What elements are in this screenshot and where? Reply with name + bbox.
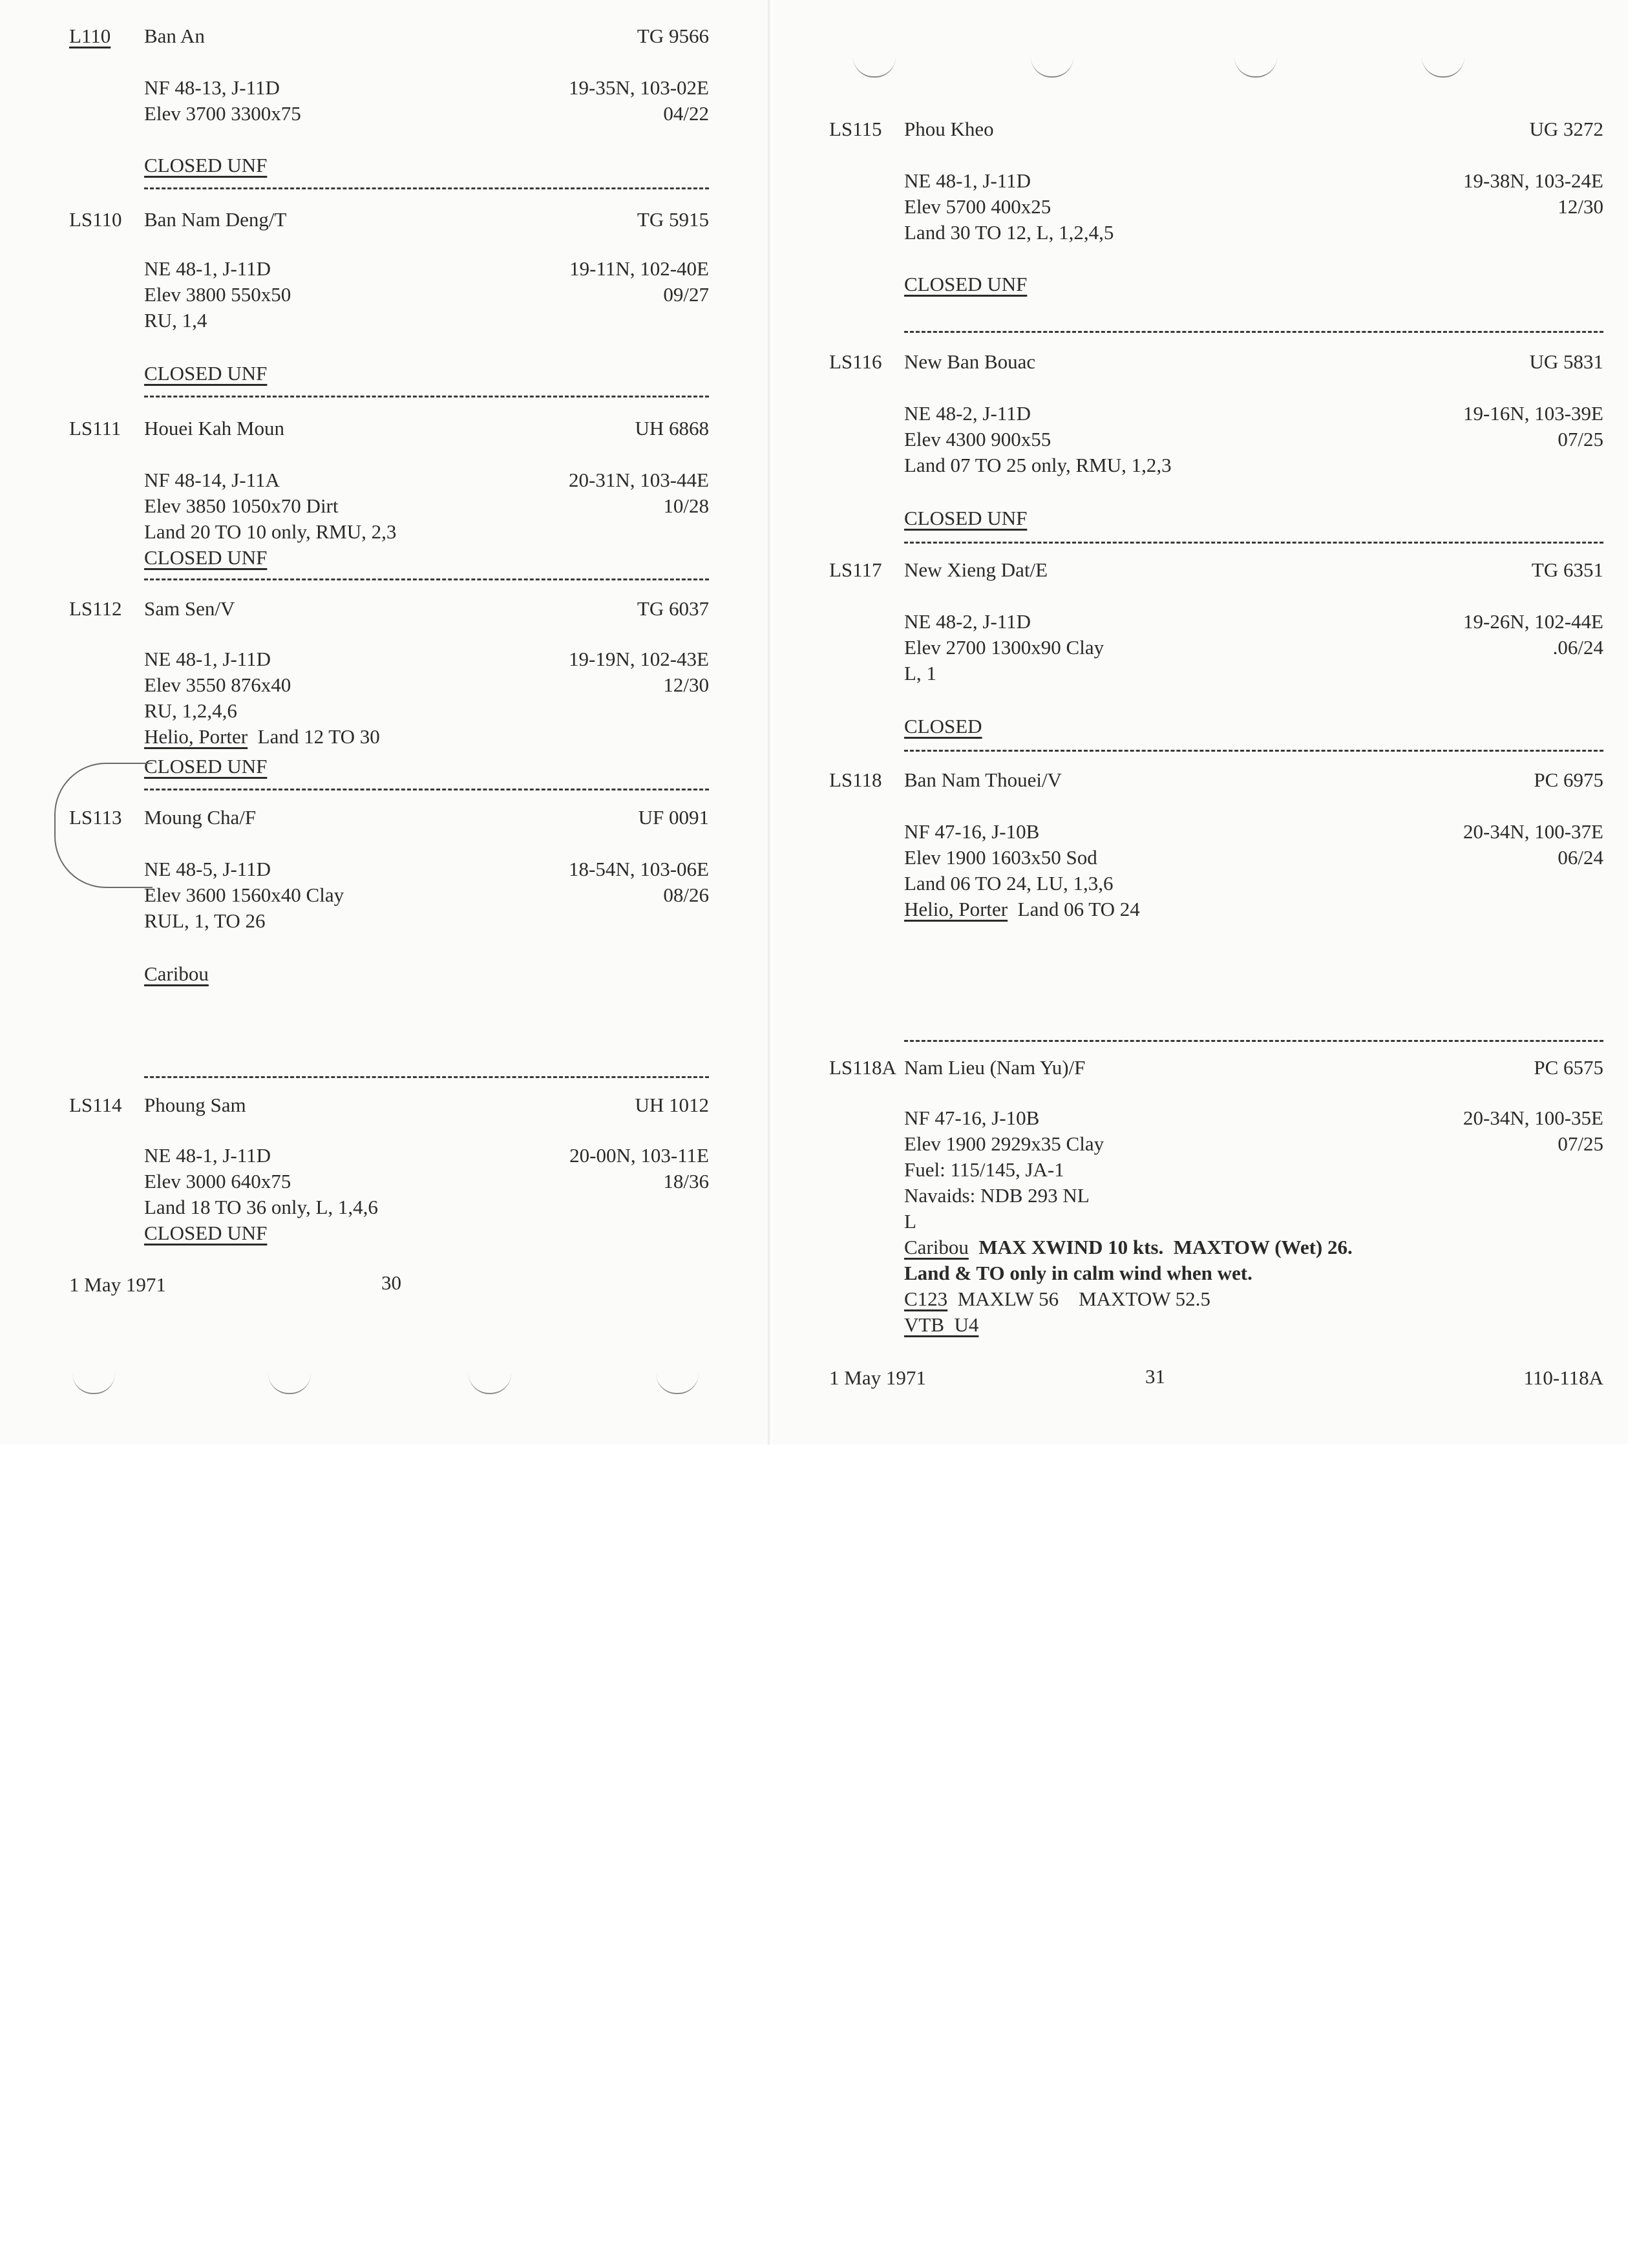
entry-line: NE 48-1, J-11D <box>144 257 271 280</box>
entry-runway: 06/24 <box>1558 846 1603 869</box>
entry-line: Land 30 TO 12, L, 1,2,4,5 <box>904 221 1114 244</box>
footer-date: 1 May 1971 <box>69 1273 166 1296</box>
entry-runway: 08/26 <box>663 884 709 906</box>
entry-grid: TG 6351 <box>1531 558 1603 581</box>
punch-hole <box>1031 57 1073 78</box>
entry-line: Elev 4300 900x55 <box>904 428 1051 450</box>
punch-hole <box>1234 57 1277 78</box>
entry-line: MAXLW 56 MAXTOW 52.5 <box>947 1288 1210 1310</box>
entry-status: CLOSED UNF <box>144 1222 268 1244</box>
separator <box>904 1040 1603 1042</box>
entry-line: MAX XWIND 10 kts. MAXTOW (Wet) 26. <box>968 1236 1353 1258</box>
pencil-mark <box>54 763 153 888</box>
punch-hole <box>268 1373 311 1394</box>
entry-code: LS117 <box>829 558 882 581</box>
aircraft-type: Helio, Porter <box>904 898 1008 920</box>
entry-status: CLOSED <box>904 715 982 737</box>
entry-line: Land 07 TO 25 only, RMU, 1,2,3 <box>904 454 1172 476</box>
punch-hole <box>469 1373 511 1394</box>
separator <box>144 578 709 580</box>
page-range: 110-118A <box>1523 1366 1603 1389</box>
separator <box>904 750 1603 752</box>
separator <box>904 542 1603 544</box>
left-page <box>0 0 769 1445</box>
entry-line: Elev 3550 876x40 <box>144 673 291 696</box>
entry-line: U4 <box>944 1313 979 1336</box>
entry-coord: 19-38N, 103-24E <box>1463 169 1603 192</box>
entry-name: New Ban Bouac <box>904 350 1036 373</box>
entry-name: New Xieng Dat/E <box>904 558 1048 581</box>
entry-status: CLOSED UNF <box>144 154 268 176</box>
entry-grid: TG 6037 <box>637 597 709 620</box>
entry-status: CLOSED UNF <box>144 362 268 385</box>
entry-name: Houei Kah Moun <box>144 417 284 440</box>
page-gutter <box>768 0 770 1445</box>
entry-grid: UH 1012 <box>635 1094 709 1116</box>
entry-coord: 18-54N, 103-06E <box>569 858 709 880</box>
entry-runway: .06/24 <box>1552 636 1603 659</box>
entry-grid: PC 6975 <box>1534 768 1603 791</box>
entry-code: L110 <box>69 25 111 47</box>
entry-runway: 04/22 <box>663 102 709 125</box>
entry-name: Sam Sen/V <box>144 597 235 620</box>
punch-hole <box>72 1373 115 1394</box>
entry-coord: 19-26N, 102-44E <box>1463 610 1603 633</box>
entry-runway: 07/25 <box>1558 1132 1603 1155</box>
entry-code: LS113 <box>69 806 122 829</box>
entry-line: Elev 3850 1050x70 Dirt <box>144 494 339 517</box>
entry-grid: TG 5915 <box>637 208 709 231</box>
separator <box>144 396 709 397</box>
entry-runway: 09/27 <box>663 283 709 306</box>
entry-code: LS111 <box>69 417 121 440</box>
entry-line: NF 47-16, J-10B <box>904 820 1040 843</box>
entry-line: Elev 3800 550x50 <box>144 283 291 306</box>
entry-line: NE 48-5, J-11D <box>144 858 271 880</box>
entry-name: Phoung Sam <box>144 1094 246 1116</box>
entry-code: LS118A <box>829 1056 896 1079</box>
entry-line: L <box>904 1210 916 1233</box>
entry-line: Elev 3600 1560x40 Clay <box>144 884 344 906</box>
entry-runway: 10/28 <box>663 494 709 517</box>
punch-hole <box>853 57 896 78</box>
entry-coord: 20-34N, 100-35E <box>1463 1107 1603 1129</box>
entry-code: LS115 <box>829 118 882 140</box>
entry-code: LS118 <box>829 768 882 791</box>
aircraft-type: Helio, Porter <box>144 725 248 748</box>
entry-line: RU, 1,4 <box>144 309 207 332</box>
entry-line: NE 48-1, J-11D <box>144 648 271 670</box>
entry-grid: UF 0091 <box>638 806 709 829</box>
separator <box>144 789 709 790</box>
entry-line: NE 48-2, J-11D <box>904 610 1031 633</box>
entry-line: NF 47-16, J-10B <box>904 1107 1040 1129</box>
punch-hole <box>1422 57 1464 78</box>
entry-status: CLOSED UNF <box>904 273 1028 295</box>
aircraft-type: VTB <box>904 1313 944 1336</box>
entry-status: CLOSED UNF <box>904 507 1028 529</box>
entry-grid: PC 6575 <box>1534 1056 1603 1079</box>
entry-grid: TG 9566 <box>637 25 709 47</box>
entry-coord: 20-00N, 103-11E <box>569 1144 709 1167</box>
entry-line: NE 48-2, J-11D <box>904 402 1031 425</box>
entry-runway: 18/36 <box>663 1170 709 1192</box>
entry-line: RU, 1,2,4,6 <box>144 699 237 722</box>
aircraft-type: Caribou <box>144 962 209 985</box>
right-page <box>772 0 1629 1445</box>
punch-hole <box>656 1373 699 1394</box>
entry-line: Land 06 TO 24 <box>1008 898 1140 920</box>
entry-line: Land 06 TO 24, LU, 1,3,6 <box>904 872 1114 895</box>
entry-line: Land 20 TO 10 only, RMU, 2,3 <box>144 520 397 543</box>
separator <box>904 331 1603 333</box>
entry-code: LS112 <box>69 597 122 620</box>
entry-status: CLOSED UNF <box>144 755 268 778</box>
entry-coord: 19-11N, 102-40E <box>569 257 709 280</box>
entry-code: LS116 <box>829 350 882 373</box>
entry-grid: UG 3272 <box>1529 118 1603 140</box>
entry-line: Elev 1900 2929x35 Clay <box>904 1132 1104 1155</box>
aircraft-type: Caribou <box>904 1236 969 1258</box>
page-number: 30 <box>381 1271 401 1294</box>
entry-name: Moung Cha/F <box>144 806 257 829</box>
entry-runway: 12/30 <box>1558 195 1603 218</box>
entry-name: Nam Lieu (Nam Yu)/F <box>904 1056 1086 1079</box>
entry-line: Land 12 TO 30 <box>248 725 380 748</box>
entry-name: Ban Nam Deng/T <box>144 208 287 231</box>
aircraft-type: C123 <box>904 1288 948 1310</box>
entry-coord: 19-16N, 103-39E <box>1463 402 1603 425</box>
entry-coord: 20-31N, 103-44E <box>569 469 709 491</box>
entry-line: NF 48-14, J-11A <box>144 469 280 491</box>
entry-name: Phou Kheo <box>904 118 994 140</box>
entry-line: Elev 1900 1603x50 Sod <box>904 846 1097 869</box>
entry-code: LS110 <box>69 208 122 231</box>
entry-line: Elev 2700 1300x90 Clay <box>904 636 1104 659</box>
separator <box>144 187 709 189</box>
entry-status: CLOSED UNF <box>144 546 268 569</box>
entry-name: Ban Nam Thouei/V <box>904 768 1062 791</box>
entry-line: Navaids: NDB 293 NL <box>904 1184 1090 1207</box>
entry-runway: 12/30 <box>663 673 709 696</box>
entry-line: Elev 3700 3300x75 <box>144 102 301 125</box>
entry-line: Elev 5700 400x25 <box>904 195 1051 218</box>
entry-line: NE 48-1, J-11D <box>144 1144 271 1167</box>
entry-grid: UG 5831 <box>1529 350 1603 373</box>
entry-coord: 19-19N, 102-43E <box>569 648 709 670</box>
entry-runway: 07/25 <box>1558 428 1603 450</box>
entry-coord: 19-35N, 103-02E <box>569 76 709 99</box>
entry-line: Elev 3000 640x75 <box>144 1170 291 1192</box>
footer-date: 1 May 1971 <box>829 1366 926 1389</box>
entry-line: L, 1 <box>904 662 936 684</box>
entry-line: Fuel: 115/145, JA-1 <box>904 1158 1064 1181</box>
separator <box>144 1076 709 1078</box>
entry-name: Ban An <box>144 25 205 47</box>
entry-line: NE 48-1, J-11D <box>904 169 1031 192</box>
entry-code: LS114 <box>69 1094 122 1116</box>
entry-grid: UH 6868 <box>635 417 709 440</box>
page-number: 31 <box>1145 1365 1165 1388</box>
entry-coord: 20-34N, 100-37E <box>1463 820 1603 843</box>
entry-line: NF 48-13, J-11D <box>144 76 280 99</box>
entry-line: RUL, 1, TO 26 <box>144 909 266 932</box>
entry-line: Land 18 TO 36 only, L, 1,4,6 <box>144 1196 378 1218</box>
entry-line: Land & TO only in calm wind when wet. <box>904 1262 1252 1284</box>
